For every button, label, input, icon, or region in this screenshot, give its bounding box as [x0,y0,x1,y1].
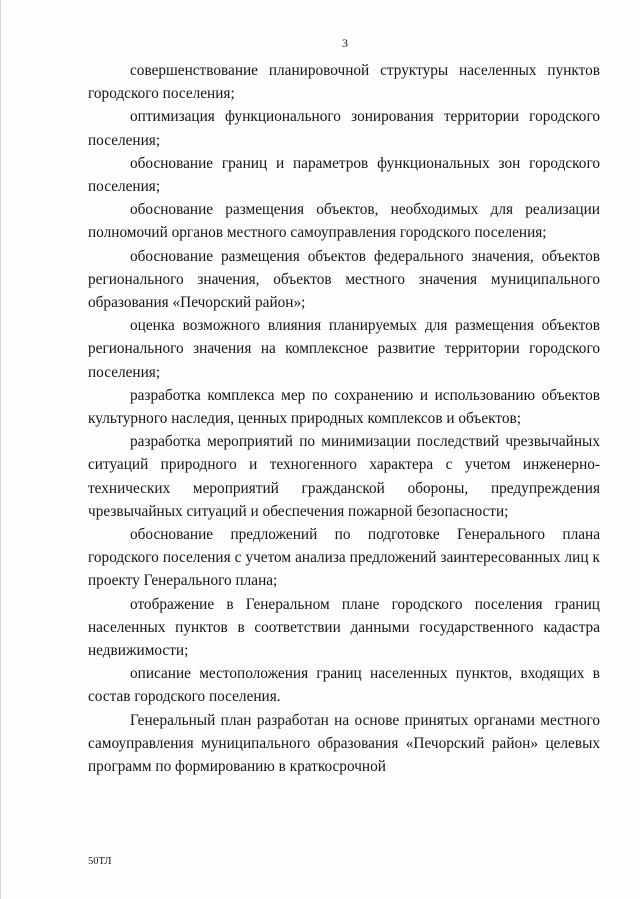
paragraph: разработка мероприятий по минимизации последствий чрезвычайных ситуаций природного и техногенного характера с учетом инженерно-технических мероприятий гражданской обороны, предупреждения чрезвычайных ситуаций и обеспечения пожарной безопасности; [88,433,600,520]
paragraph: отображение в Генеральном плане городского поселения границ населенных пунктов в соответствии данными государственного кадастра недвижимости; [88,595,600,660]
paragraph: обоснование размещения объектов, необходимых для реализации полномочий органов местного самоуправления городского поселения; [88,201,600,242]
paragraph: описание местоположения границ населенных пунктов, входящих в состав городского поселения. [88,665,600,706]
paragraph: совершенствование планировочной структуры населенных пунктов городского поселения; [88,62,600,103]
paragraph: обоснование границ и параметров функциональных зон городского поселения; [88,154,600,196]
body-text [88,59,600,778]
paragraph: оценка возможного влияния планируемых для размещения объектов регионального значения на комплексное развитие территории городского поселения; [88,317,600,381]
page-number: 3 [342,36,348,50]
scan-edge [0,0,1,899]
paragraph: обоснование предложений по подготовке Генерального плана городского поселения с учетом анализа предложений заинтересованных лиц к проекту Генерального плана; [88,526,600,590]
paragraph: обоснование размещения объектов федерального значения, объектов регионального значения, объектов местного значения муниципального образования «Печорский район»; [88,247,600,312]
footer-code: 50ТЛ [88,856,112,867]
paragraph: Генеральный план разработан на основе принятых органами местного самоуправления муниципального образования «Печорский район» целевых программ по формированию в краткосрочной [88,711,600,776]
paragraph: оптимизация функционального зонирования территории городского поселения; [88,108,600,149]
paragraph: разработка комплекса мер по сохранению и использованию объектов культурного наследия, ценных природных комплексов и объектов; [88,386,600,428]
